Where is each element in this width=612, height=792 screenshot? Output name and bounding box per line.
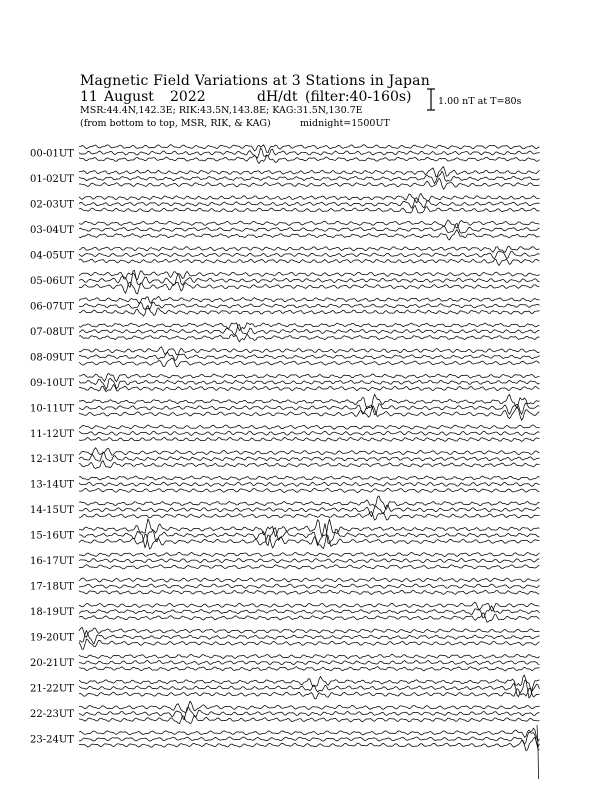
hour-label: 19-20UT [30,632,74,644]
trace-kag [79,627,540,637]
filter-label: (filter:40-160s) [305,89,412,105]
hour-label: 11-12UT [30,428,74,440]
hour-label: 16-17UT [30,556,74,568]
trace-msr [79,259,540,265]
stations-label: MSR:44.4N,142.3E; RIK:43.5N,143.8E; KAG:31.5N,130.7E [80,105,363,116]
trace-msr [79,667,540,671]
scale-bar-label: 1.00 nT at T=80s [438,96,522,107]
hour-label: 20-21UT [30,658,74,670]
trace-msr [79,461,540,469]
trace-msr [79,437,540,441]
trace-kag [79,654,540,658]
trace-spike [537,725,539,779]
hour-label: 02-03UT [30,199,74,211]
trace-kag [79,425,540,429]
trace-msr [79,384,540,391]
trace-kag [79,552,540,556]
hour-label: 05-06UT [30,275,74,287]
trace-kag [79,167,540,177]
hour-label: 15-16UT [30,530,74,542]
trace-rik [79,680,540,698]
trace-rik [79,148,540,158]
hour-label: 23-24UT [30,734,74,746]
trace-kag [79,145,540,153]
trace-msr [79,639,540,649]
trace-rik [79,660,540,664]
trace-msr [79,534,540,549]
trace-kag [79,296,540,303]
trace-kag [79,675,540,690]
trace-kag [79,476,540,480]
date-year: 2022 [170,89,206,105]
trace-kag [79,220,540,228]
trace-rik [79,325,540,336]
trace-rik [79,431,540,435]
date-month: August [104,89,154,105]
chart-header [80,73,430,129]
trace-msr [79,488,540,492]
hour-labels [30,149,74,746]
trace-msr [79,334,540,342]
hour-label: 00-01UT [30,148,74,160]
trace-kag [79,374,540,382]
trace-rik [79,505,540,516]
hour-label: 08-09UT [30,352,74,364]
trace-msr [79,230,540,240]
trace-kag [79,728,540,741]
measure-label: dH/dt [257,89,298,105]
trace-kag [79,347,540,355]
trace-kag [79,193,540,203]
trace-kag [79,394,540,409]
trace-msr [79,205,540,213]
hour-label: 01-02UT [30,173,74,185]
hour-label: 14-15UT [30,505,74,517]
trace-msr [79,715,540,723]
trace-kag [79,323,540,331]
trace-kag [79,496,540,509]
midnight-label: midnight=1500UT [300,118,390,129]
trace-msr [79,358,540,367]
trace-rik [79,482,540,486]
trace-kag [79,701,540,712]
trace-msr [79,282,540,294]
hour-label: 07-08UT [30,326,74,338]
trace-rik [79,352,540,360]
trace-rik [79,584,540,588]
trace-kag [79,578,540,582]
trace-rik [79,558,540,562]
trace-msr [79,590,540,594]
hour-label: 18-19UT [30,607,74,619]
date-day: 11 [80,89,98,105]
hour-label: 21-22UT [30,683,74,695]
trace-kag [79,271,540,280]
trace-msr [79,737,540,750]
trace-kag [79,448,540,456]
trace-msr [79,178,540,189]
chart-title: Magnetic Field Variations at 3 Stations in Japan [80,73,430,89]
hour-label: 04-05UT [30,250,74,262]
trace-rik [79,270,540,287]
trace-rik [79,251,540,259]
trace-kag [79,246,540,252]
trace-msr [79,155,540,163]
order-note: (from bottom to top, MSR, RIK, & KAG) [80,118,271,129]
scale-bar [427,89,522,110]
hour-label: 13-14UT [30,479,74,491]
trace-rik [79,630,540,644]
trace-rik [79,198,540,209]
trace-msr [79,565,540,569]
hour-label: 06-07UT [30,301,74,313]
hour-label: 22-23UT [30,709,74,721]
hour-label: 09-10UT [30,377,74,389]
trace-kag [79,602,540,611]
hour-label: 17-18UT [30,581,74,593]
trace-rik [79,223,540,233]
trace-area [79,145,540,779]
hour-label: 12-13UT [30,454,74,466]
hour-label: 03-04UT [30,224,74,236]
hour-label: 10-11UT [30,403,74,415]
